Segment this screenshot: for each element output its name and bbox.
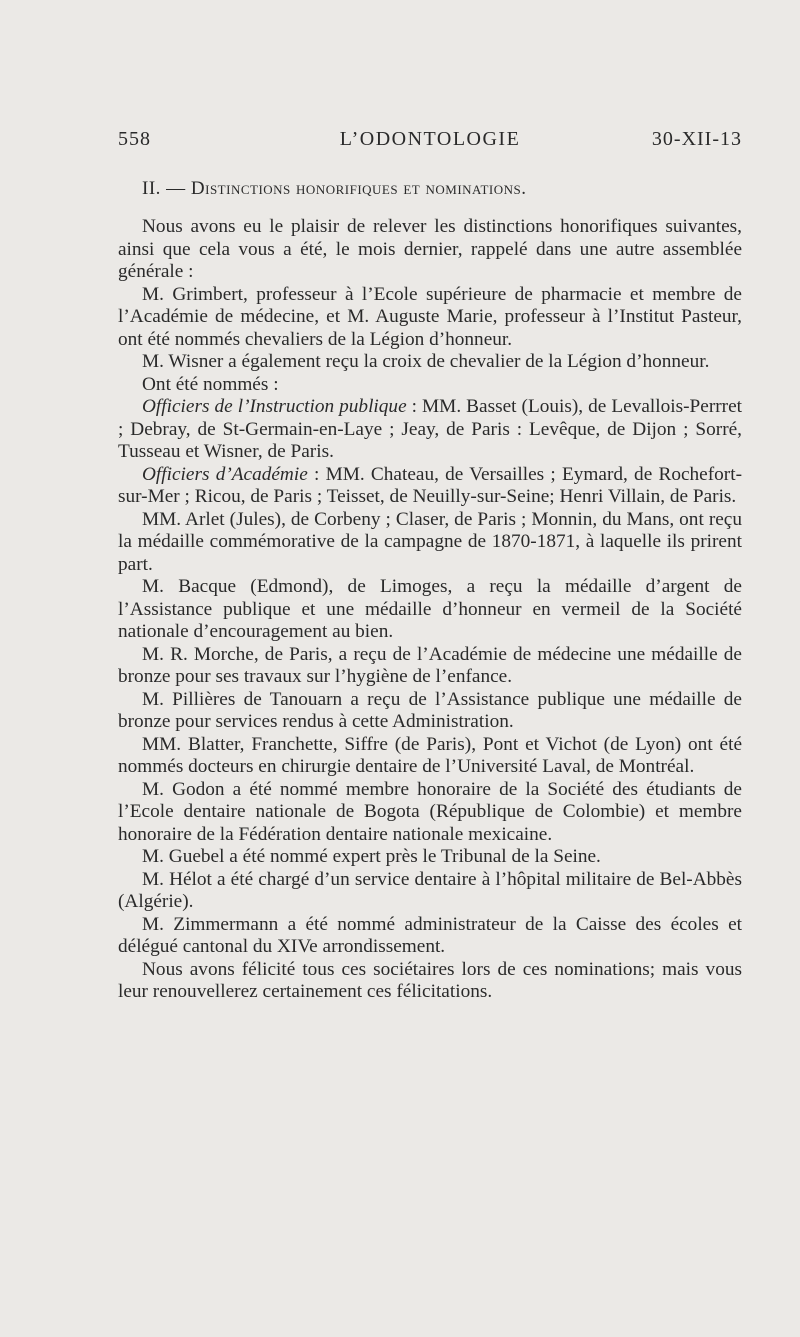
paragraph: M. Hélot a été chargé d’un service dentaire à l’hôpital militaire de Bel-Abbès (Algérie). bbox=[118, 868, 742, 912]
paragraph: Nous avons eu le plaisir de relever les distinctions honorifiques suivantes, ainsi que cela vous a été, le mois dernier, rappelé dans une autre assemblée générale : bbox=[118, 216, 742, 282]
paragraph: MM. Arlet (Jules), de Corbeny ; Claser, de Paris ; Monnin, du Mans, ont reçu la médaille commémorative de la campagne de 1870-1871, à laquelle ils prirent part. bbox=[118, 508, 742, 575]
paragraph: M. Wisner a également reçu la croix de chevalier de la Légion d’honneur. bbox=[142, 351, 710, 372]
paragraph: MM. Blatter, Franchette, Siffre (de Paris), Pont et Vichot (de Lyon) ont été nommés docteurs en chirurgie dentaire de l’Université Laval, de Montréal. bbox=[118, 733, 742, 777]
paragraph: Ont été nommés : bbox=[142, 373, 279, 395]
italic-heading: Officiers de l’Instruction publique bbox=[142, 396, 407, 417]
issue-date: 30-XII-13 bbox=[651, 128, 742, 150]
paragraph: M. Grimbert, professeur à l’Ecole supérieure de pharmacie et membre de l’Académie de médecine, et M. Auguste Marie, professeur à l’Institut Pasteur, ont été nommés chevaliers de la Légion d’honneur. bbox=[118, 283, 742, 350]
paragraph: M. Godon a été nommé membre honoraire de la Société des étudiants de l’Ecole dentaire nationale de Bogota (République de Colombie) et membre honoraire de la Fédération dentaire nationale mexicaine. bbox=[118, 778, 742, 845]
paragraph: M. Guebel a été nommé expert près le Tribunal de la Seine. bbox=[142, 846, 601, 867]
page-number: 558 bbox=[118, 128, 151, 150]
paragraph: Nous avons félicité tous ces sociétaires lors de ces nominations; mais vous leur renouvellerez certainement ces félicitations. bbox=[118, 958, 742, 1002]
journal-title: L’ODONTOLOGIE bbox=[339, 128, 521, 150]
paragraph: Officiers de l’Instruction publique : MM. Basset (Louis), de Levallois-Perrret ; Debray, de St-Germain-en-Laye ; Jeay, de Paris : Levêque, de Dijon ; Sorré, Tusseau et Wisner, de Paris. bbox=[118, 396, 742, 462]
body-text bbox=[118, 216, 742, 1004]
paragraph: M. Pillières de Tanouarn a reçu de l’Assistance publique une médaille de bronze pour services rendus à cette Administration. bbox=[118, 688, 742, 732]
paragraph: M. Zimmermann a été nommé administrateur de la Caisse des écoles et délégué cantonal du XIVe arrondissement. bbox=[118, 913, 742, 957]
italic-heading: Officiers d’Académie bbox=[142, 463, 308, 485]
paragraph: M. Bacque (Edmond), de Limoges, a reçu la médaille d’argent de l’Assistance publique et une médaille d’honneur en vermeil de la Société nationale d’encouragement au bien. bbox=[118, 576, 742, 642]
paragraph: Officiers d’Académie : MM. Chateau, de Versailles ; Eymard, de Rochefort-sur-Mer ; Ricou, de Paris ; Teisset, de Neuilly-sur-Seine; Henri Villain, de Paris. bbox=[118, 463, 742, 507]
section-title: II. — Distinctions honorifiques et nominations. bbox=[142, 178, 527, 199]
document-page bbox=[118, 128, 742, 1004]
paragraph: M. R. Morche, de Paris, a reçu de l’Académie de médecine une médaille de bronze pour ses travaux sur l’hygiène de l’enfance. bbox=[118, 643, 742, 687]
running-header bbox=[118, 128, 742, 164]
